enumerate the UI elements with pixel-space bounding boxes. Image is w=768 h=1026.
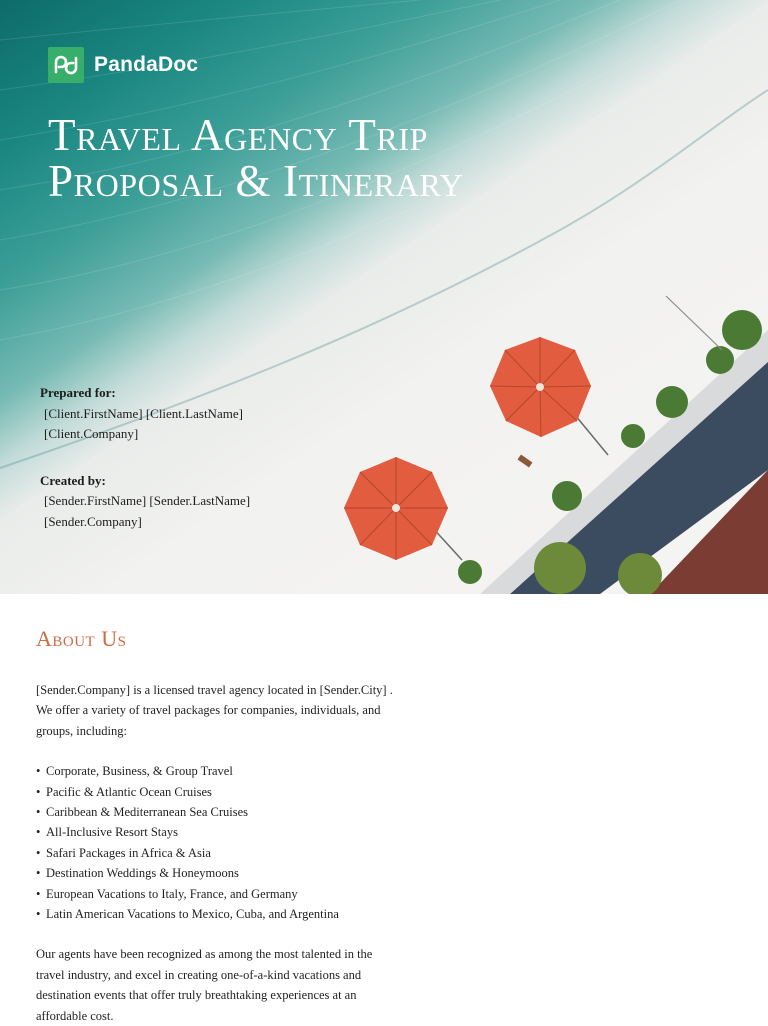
sender-name-field: [Sender.FirstName] [Sender.LastName] [44,493,251,508]
list-item [36,761,396,781]
bullet: • [36,825,41,840]
list-item [36,863,396,883]
brand-logo [48,47,198,83]
about-intro: [Sender.Company] is a licensed travel agency located in [Sender.City] . We offer a variety of travel packages for companies, individuals, and groups, including: [36,683,393,738]
title-line-1: Travel Agency Trip [48,110,429,160]
document-title [48,112,463,204]
list-item [36,843,396,863]
client-company-field: [Client.Company] [44,426,139,441]
client-name-field: [Client.FirstName] [Client.LastName] [44,405,243,421]
about-outro: Our agents have been recognized as among the most talented in the travel industry, and excel in creating one-of-a-kind vacations and destination events that offer truly breathtaking experiences at an affordable cost. [36,947,373,1023]
pandadoc-logo-icon [48,47,84,83]
bullet: • [36,886,41,901]
bullet: • [36,907,41,922]
list-item-text: All-Inclusive Resort Stays [46,825,178,840]
bullet: • [36,845,41,860]
prepared-for-label: Prepared for: [40,385,116,400]
list-item [36,904,396,924]
list-item-text: European Vacations to Italy, France, and Germany [46,886,298,901]
list-item [36,822,396,842]
list-item-text: Corporate, Business, & Group Travel [46,764,233,779]
list-item-text: Caribbean & Mediterranean Sea Cruises [46,805,249,820]
list-item [36,884,396,904]
list-item-text: Safari Packages in Africa & Asia [46,845,211,860]
umbrella-2 [344,457,462,560]
list-item-text: Latin American Vacations to Mexico, Cuba, and Argentina [46,907,339,922]
about-heading: About Us [36,626,127,651]
bullet: • [36,784,41,799]
bullet: • [36,764,41,779]
list-item [36,802,396,822]
beach-pole [666,296,722,350]
spacer [40,445,250,471]
list-item-text: Destination Weddings & Honeymoons [46,866,239,881]
beach-chair [518,455,533,468]
created-by-label: Created by: [40,472,106,488]
list-item [36,782,396,802]
title-line-2: Proposal & Itinerary [48,156,464,206]
cover-meta [40,383,250,532]
bullet: • [36,866,41,881]
about-section [36,626,396,1026]
services-list [36,761,396,924]
bullet: • [36,805,41,820]
sender-company-field: [Sender.Company] [44,513,142,529]
list-item-text: Pacific & Atlantic Ocean Cruises [46,784,212,799]
brand-name: PandaDoc [94,53,199,76]
umbrella-1 [490,337,608,455]
